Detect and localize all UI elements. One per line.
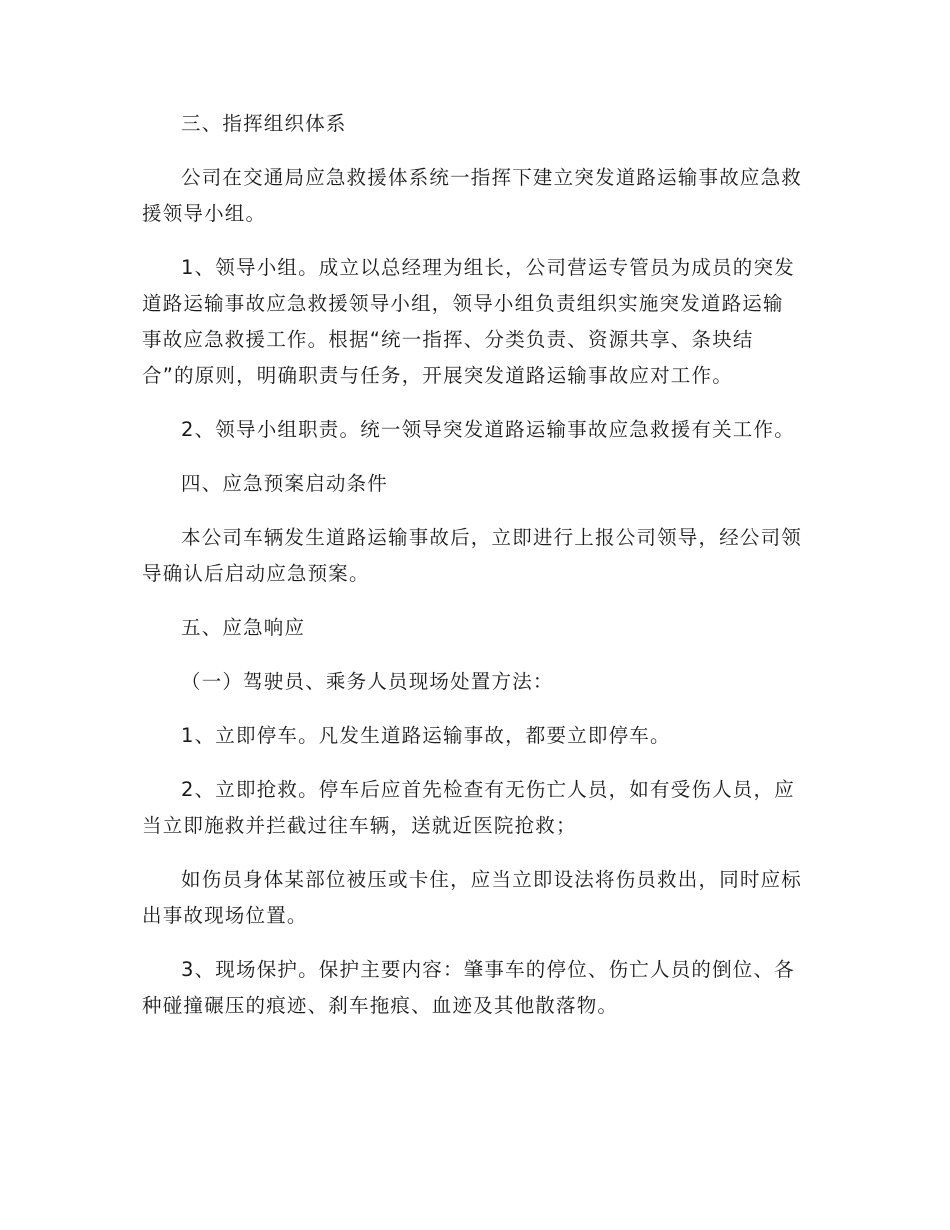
paragraph-trapped-injured: 如伤员身体某部位被压或卡住，应当立即设法将伤员救出，同时应标出事故现场位置。 [142, 868, 803, 927]
paragraph-stop-vehicle: 1、立即停车。凡发生道路运输事故，都要立即停车。 [181, 724, 671, 747]
paragraph-scene-protection: 3、现场保护。保护主要内容：肇事车的停位、伤亡人员的倒位、各种碰撞碾压的痕迹、刹车拖痕、血迹及其他散落物。 [142, 958, 795, 1017]
paragraph-activation: 本公司车辆发生道路运输事故后，立即进行上报公司领导，经公司领导确认后启动应急预案。 [142, 526, 803, 585]
paragraph-leadership-group-intro: 公司在交通局应急救援体系统一指挥下建立突发道路运输事故应急救援领导小组。 [142, 166, 803, 225]
paragraph-rescue: 2、立即抢救。停车后应首先检查有无伤亡人员，如有受伤人员，应当立即施救并拦截过往车辆，送就近医院抢救； [142, 778, 795, 837]
paragraph-group-duties: 2、领导小组职责。统一领导突发道路运输事故应急救援有关工作。 [181, 418, 795, 441]
paragraph-leadership-group: 1、领导小组。成立以总经理为组长，公司营运专管员为成员的突发道路运输事故应急救援领导小组，领导小组负责组织实施突发道路运输事故应急救援工作。根据“统一指挥、分类负责、资源共享、条块结合”的原则，明确职责与任务，开展突发道路运输事故应对工作。 [142, 256, 795, 387]
section-heading-command-system: 三、指挥组织体系 [181, 112, 347, 135]
document-body [142, 106, 802, 1042]
section-heading-emergency-response: 五、应急响应 [181, 616, 306, 639]
section-heading-activation-conditions: 四、应急预案启动条件 [181, 472, 389, 495]
subheading-onsite-handling: （一）驾驶员、乘务人员现场处置方法： [181, 670, 554, 693]
